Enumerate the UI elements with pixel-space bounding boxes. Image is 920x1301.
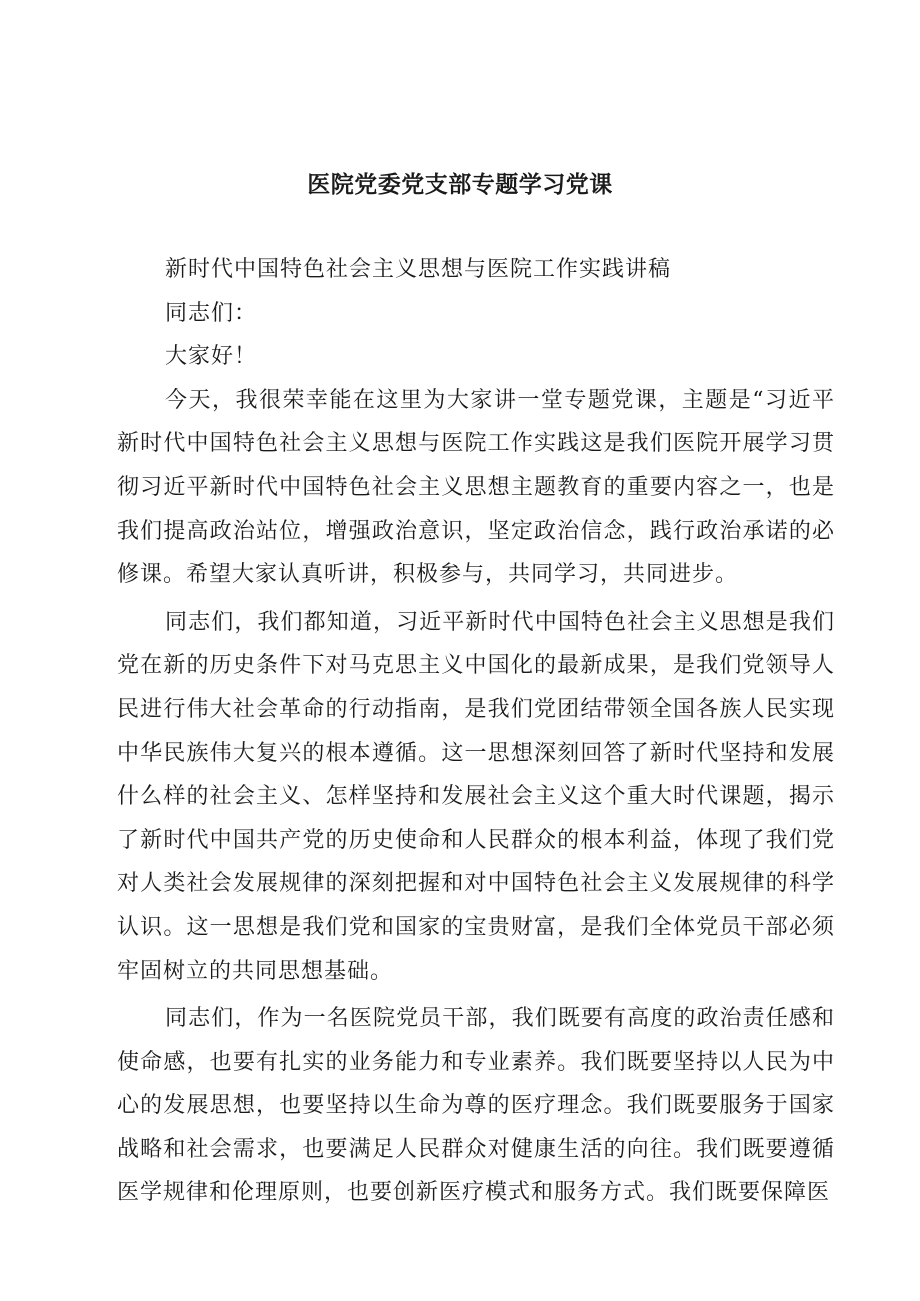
body-paragraph-2: 同志们，我们都知道，习近平新时代中国特色社会主义思想是我们党在新的历史条件下对马克思主义中国化的最新成果，是我们党领导人民进行伟大社会革命的行动指南，是我们党团结带领全国各族人民实现中华民族伟大复兴的根本遵循。这一思想深刻回答了新时代坚持和发展什么样的社会主义、怎样坚持和发展社会主义这个重大时代课题，揭示了新时代中国共产党的历史使命和人民群众的根本利益，体现了我们党对人类社会发展规律的深刻把握和对中国特色社会主义发展规律的科学认识。这一思想是我们党和国家的宝贵财富，是我们全体党员干部必须牢固树立的共同思想基础。 (117, 609, 835, 984)
body-paragraph-1: 今天，我很荣幸能在这里为大家讲一堂专题党课，主题是“习近平新时代中国特色社会主义思想与医院工作实践这是我们医院开展学习贯彻习近平新时代中国特色社会主义思想主题教育的重要内容之一，也是我们提高政治站位，增强政治意识，坚定政治信念，践行政治承诺的必修课。希望大家认真听讲，积极参与，共同学习，共同进步。 (117, 387, 835, 588)
body-paragraph-3: 同志们，作为一名医院党员干部，我们既要有高度的政治责任感和使命感，也要有扎实的业务能力和专业素养。我们既要坚持以人民为中心的发展思想，也要坚持以生命为尊的医疗理念。我们既要服务于国家战略和社会需求，也要满足人民群众对健康生活的向往。我们既要遵循医学规律和伦理原则，也要创新医疗模式和服务方式。我们既要保障医 (117, 1006, 835, 1206)
salutation-line: 同志们： (165, 300, 258, 326)
subtitle-line: 新时代中国特色社会主义思想与医院工作实践讲稿 (165, 257, 672, 282)
document-title: 医院党委党支部专题学习党课 (307, 172, 613, 198)
document-body (117, 248, 835, 1215)
greeting-line: 大家好！ (165, 344, 258, 370)
